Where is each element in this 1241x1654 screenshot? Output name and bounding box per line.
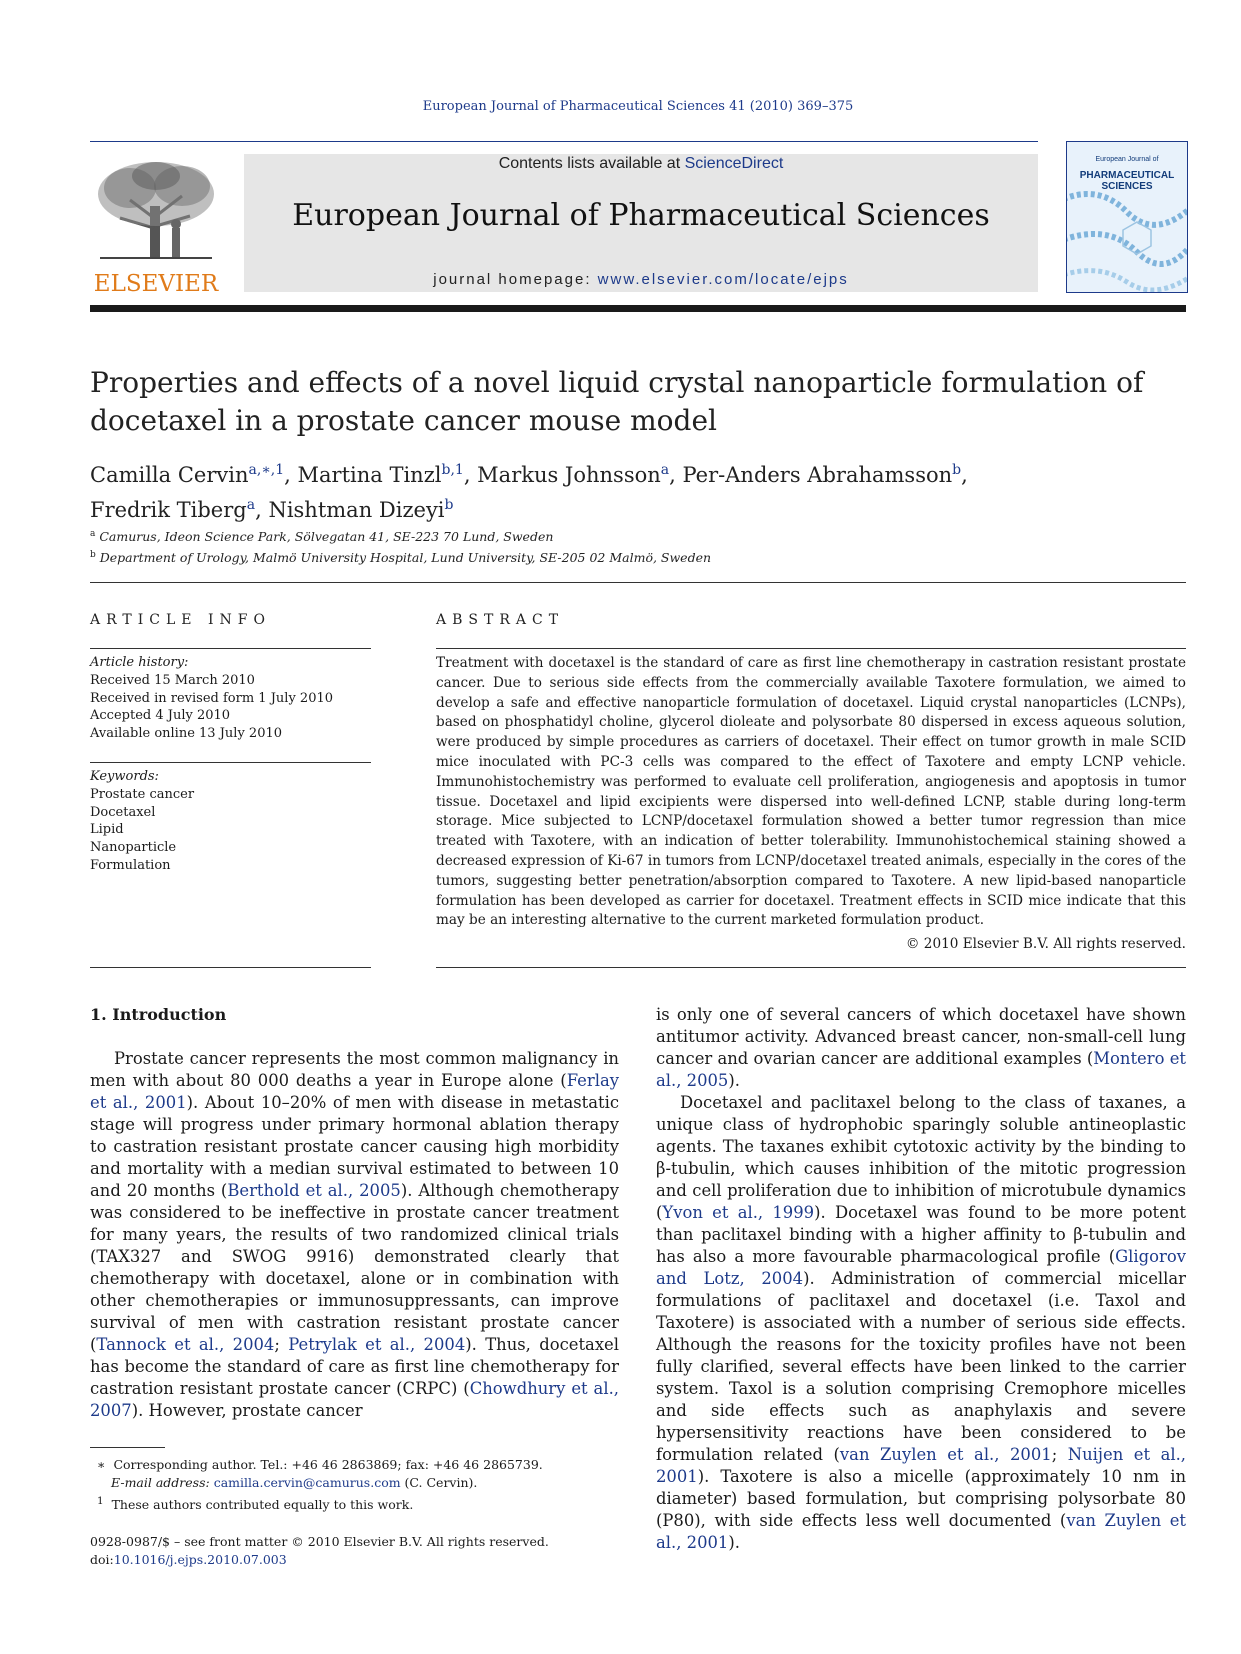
- corresponding-footnote: [97, 1456, 627, 1474]
- keyword: Docetaxel: [90, 804, 156, 820]
- body-text: ). Although chemotherapy was considered to be ineffective in prostate cancer treatment for many years, the results of two randomized clinical trials (TAX327 and SWOG 9916) demonstrated clearly that chemotherapy with docetaxel, alone or in combination with other chemotherapies or immunosuppressants, can improve survival of men with castration resistant prostate cancer (: [90, 1181, 619, 1354]
- author-list: [90, 455, 1186, 525]
- abstract-text: Treatment with docetaxel is the standard of care as first line chemotherapy in castration resistant prostate cancer. Due to serious side effects from the commercially available Taxotere formulation, we aimed to develop a safe and effective nanoparticle formulation of docetaxel. Liquid crystal nanoparticles (LCNPs), based on phosphatidyl choline, glycerol dioleate and polysorbate 80 dispersed in excess aqueous solution, were produced by simple procedures as carriers of docetaxel. Their effect on tumor growth in male SCID mice inoculated with PC-3 cells was compared to the effect of Taxotere and empty LCNP vehicle. Immunohistochemistry was performed to evaluate cell proliferation, angiogenesis and apoptosis in tumor tissue. Docetaxel and lipid excipients were dispersed into well-defined LCNP, stable during long-term storage. Mice subjected to LCNP/docetaxel formulation showed a better tumor regression than mice treated with Taxotere, with an indication of better tolerability. Immunohistochemical staining showed a decreased expression of Ki-67 in tumors from LCNP/docetaxel treated animals, especially in the cores of the tumors, suggesting better penetration/absorption compared to Taxotere. A new lipid-based nanoparticle formulation has been developed as carrier for docetaxel. Treatment effects in SCID mice indicate that this may be an interesting alternative to the current marketed formulation product.: [436, 655, 1186, 929]
- affiliation-rule: [90, 582, 1186, 583]
- citation-link[interactable]: Chowdhury et al., 2007: [90, 1379, 619, 1420]
- history-label: Article history:: [90, 655, 189, 670]
- keywords-label: Keywords:: [90, 769, 159, 784]
- keyword: Lipid: [90, 822, 124, 838]
- publisher-name: ELSEVIER: [93, 271, 219, 297]
- paragraph: [656, 1092, 1186, 1554]
- email-label: E-mail address:: [111, 1475, 210, 1490]
- abstract-heading: ABSTRACT: [436, 612, 565, 628]
- history-item: Accepted 4 July 2010: [90, 708, 231, 724]
- body-text: ). Thus, docetaxel has become the standard of care as first line chemotherapy for castration resistant prostate cancer (CRPC) (: [90, 1335, 620, 1398]
- cover-small-text: European Journal of: [1095, 156, 1159, 163]
- body-text: ).: [728, 1533, 740, 1552]
- sciencedirect-link[interactable]: ScienceDirect: [684, 155, 784, 172]
- divider: [436, 648, 1186, 649]
- author-affil-mark[interactable]: a,∗,1: [248, 462, 285, 478]
- divider: [90, 762, 371, 763]
- email-footnote: [97, 1474, 627, 1492]
- contents-prefix: Contents lists available at: [498, 155, 685, 172]
- body-text: ). Administration of commercial micellar formulations of paclitaxel and docetaxel (i.e. Taxol and Taxotere) is associated with a number of serious side effects. Although the reasons for the toxicity profiles have not been fully clarified, several effects have been linked to the carrier system. Taxol is a solution comprising Cremophore micelles and side effects such as anaphylaxis and severe hypersensitivity reactions have been considered to be formulation related (: [656, 1269, 1186, 1464]
- doi-line: [90, 1551, 620, 1569]
- divider: [90, 967, 371, 968]
- author-separator: ,: [669, 463, 683, 487]
- citation-link[interactable]: Petrylak et al., 2004: [288, 1335, 466, 1354]
- tree-icon: [90, 158, 222, 268]
- author-separator: ,: [255, 498, 269, 522]
- divider: [436, 967, 1186, 968]
- affiliations: [90, 525, 1186, 567]
- homepage-prefix: journal homepage:: [433, 271, 598, 288]
- body-text: Docetaxel and paclitaxel belong to the class of taxanes, a unique class of hydrophobic sparingly soluble antineoplastic agents. The taxanes exhibit cytotoxic activity by the binding to β-tubulin, which causes inhibition of the mitotic progression and cell proliferation due to inhibition of microtubule dynamics (: [656, 1093, 1186, 1222]
- affiliation: [90, 546, 1186, 567]
- citation-link[interactable]: van Zuylen et al., 2001: [656, 1511, 1187, 1552]
- author-affil-mark[interactable]: a: [660, 462, 670, 478]
- header-rule: [90, 141, 1038, 142]
- divider: [90, 648, 371, 649]
- author-name: Camilla Cervin: [90, 463, 249, 487]
- journal-citation-link[interactable]: European Journal of Pharmaceutical Sciences 41 (2010) 369–375: [422, 99, 854, 114]
- cover-pattern-icon: [1067, 142, 1187, 292]
- paragraph: [656, 1004, 1186, 1092]
- doi-label: doi:: [90, 1552, 114, 1567]
- article-title: Properties and effects of a novel liquid crystal nanoparticle formulation of docetaxel in a prostate cancer mouse model: [90, 366, 1144, 437]
- history-item: Available online 13 July 2010: [90, 726, 283, 742]
- article-info-heading: ARTICLE INFO: [90, 612, 271, 628]
- body-text: ). However, prostate cancer: [131, 1401, 363, 1420]
- abstract-copyright: © 2010 Elsevier B.V. All rights reserved.: [905, 936, 1186, 952]
- author-affil-mark[interactable]: a: [246, 497, 256, 513]
- author-name: Per-Anders Abrahamsson: [682, 463, 953, 487]
- section-heading: 1. Introduction: [90, 1005, 227, 1024]
- journal-title: European Journal of Pharmaceutical Sciences: [292, 198, 990, 233]
- body-column-right: [656, 1004, 1186, 1554]
- citation-link[interactable]: Yvon et al., 1999: [662, 1203, 815, 1222]
- front-matter: [90, 1533, 620, 1569]
- body-text: ). About 10–20% of men with disease in metastatic stage will progress under primary hormonal ablation therapy to castration resistant prostate cancer causing high morbidity and mortality with a median survival estimated to between 10 and 20 months (: [90, 1093, 619, 1200]
- cover-title-1: PHARMACEUTICAL: [1079, 170, 1175, 181]
- body-text: ).: [728, 1071, 740, 1090]
- affiliation: [90, 525, 1186, 546]
- body-text: is only one of several cancers of which docetaxel have shown antitumor activity. Advanced breast cancer, non-small-cell lung cancer and ovarian cancer are additional examples (: [656, 1005, 1186, 1068]
- citation-link[interactable]: van Zuylen et al., 2001: [839, 1445, 1052, 1464]
- history-item: Received 15 March 2010: [90, 672, 255, 688]
- keyword: Nanoparticle: [90, 840, 177, 856]
- author-affil-mark[interactable]: b,1: [441, 462, 464, 478]
- author-name: Fredrik Tiberg: [90, 498, 247, 522]
- citation-link[interactable]: Ferlay et al., 2001: [90, 1071, 619, 1112]
- footnote-rule: [90, 1447, 165, 1448]
- citation-link[interactable]: Gligorov and Lotz, 2004: [656, 1247, 1186, 1288]
- keyword: Prostate cancer: [90, 786, 195, 802]
- contents-line: [244, 155, 1038, 173]
- author-name: Markus Johnsson: [477, 463, 661, 487]
- citation-link[interactable]: Montero et al., 2005: [656, 1049, 1186, 1090]
- equal-contribution-footnote: [97, 1492, 627, 1514]
- affiliation-mark: a: [90, 529, 96, 539]
- author-separator: ,: [463, 463, 478, 487]
- affiliation-text: Camurus, Ideon Science Park, Sölvegatan 41, SE-223 70 Lund, Sweden: [99, 529, 554, 545]
- footnote-text: These authors contributed equally to this work.: [111, 1497, 414, 1513]
- citation-link[interactable]: Tannock et al., 2004: [96, 1335, 275, 1354]
- email-link[interactable]: camilla.cervin@camurus.com: [213, 1475, 401, 1490]
- citation-link[interactable]: Nuijen et al., 2001: [656, 1445, 1187, 1486]
- affiliation-mark: b: [90, 550, 96, 561]
- journal-cover-thumbnail[interactable]: [1066, 141, 1188, 293]
- author-name: Martina Tinzl: [297, 463, 442, 487]
- author-separator: ,: [961, 463, 968, 487]
- keyword: Formulation: [90, 857, 171, 873]
- header-thick-rule: [90, 305, 1186, 312]
- author-affil-mark[interactable]: b: [444, 497, 454, 513]
- author-separator: ,: [284, 463, 298, 487]
- homepage-link[interactable]: www.elsevier.com/locate/ejps: [597, 271, 849, 288]
- keywords: [90, 768, 371, 875]
- doi-link[interactable]: 10.1016/j.ejps.2010.07.003: [113, 1552, 287, 1567]
- footnote-mark: 1: [97, 1495, 104, 1507]
- cover-title: [1067, 170, 1187, 192]
- homepage-line: [244, 271, 1038, 288]
- body-text: ). Taxotere is also a micelle (approximately 10 nm in diameter) based formulation, but comprising polysorbate 80 (P80), with side effects less well documented (: [656, 1467, 1186, 1530]
- email-suffix: (C. Cervin).: [400, 1475, 478, 1490]
- citation-link[interactable]: Berthold et al., 2005: [227, 1181, 401, 1200]
- footnotes: [97, 1456, 627, 1514]
- cover-title-2: SCIENCES: [1101, 181, 1153, 192]
- body-text: ;: [1051, 1445, 1068, 1464]
- author-affil-mark[interactable]: b: [952, 462, 962, 478]
- article-history: [90, 654, 371, 743]
- history-item: Received in revised form 1 July 2010: [90, 690, 334, 706]
- affiliation-text: Department of Urology, Malmö University Hospital, Lund University, SE-205 02 Malmö, Sweden: [99, 550, 712, 566]
- body-column-left: [90, 1048, 619, 1422]
- body-text: Prostate cancer represents the most common malignancy in men with about 80 000 deaths a year in Europe alone (: [90, 1049, 619, 1090]
- footnote-text: Corresponding author. Tel.: +46 46 2863869; fax: +46 46 2865739.: [113, 1457, 543, 1472]
- footnote-mark: ∗: [97, 1457, 106, 1472]
- body-text: ). Docetaxel was found to be more potent than paclitaxel binding with a higher affinity to β-tubulin and has also a more favourable pharmacological profile (: [656, 1203, 1186, 1266]
- body-text: ;: [274, 1335, 289, 1354]
- front-matter-text: 0928-0987/$ – see front matter © 2010 Elsevier B.V. All rights reserved.: [90, 1534, 549, 1549]
- author-name: Nishtman Dizeyi: [268, 498, 445, 522]
